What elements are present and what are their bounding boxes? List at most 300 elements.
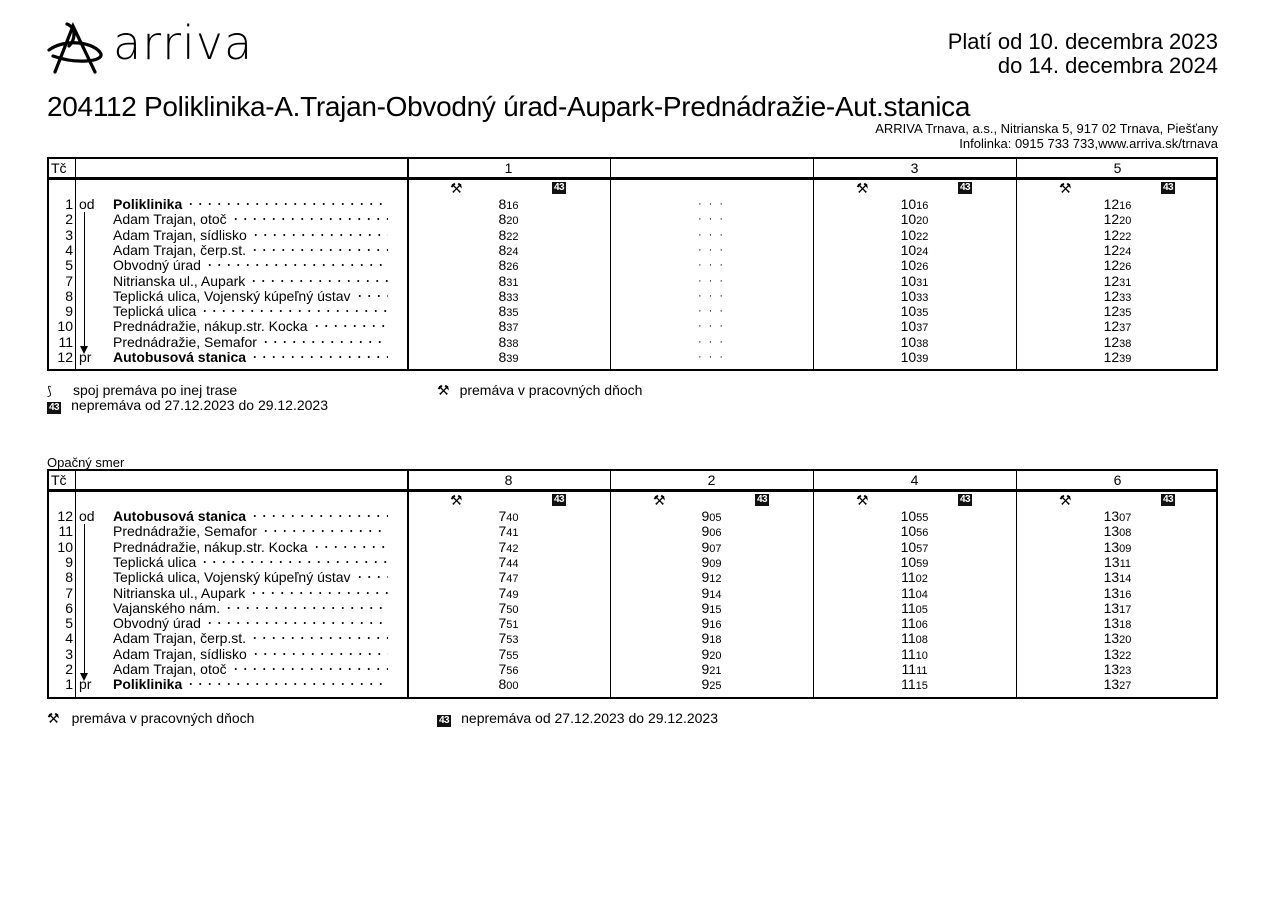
time-hour: 8: [498, 318, 507, 335]
no-service-dots: · · ·: [697, 198, 726, 210]
time-hour: 9: [701, 645, 710, 662]
legend-badge-text: nepremáva od 27.12.2023 do 29.12.2023: [461, 710, 719, 726]
valid-from: Platí od 10. decembra 2023: [947, 29, 1218, 54]
stop-row: [49, 631, 1216, 646]
legend-detour: [47, 382, 237, 398]
stop-row: [49, 335, 1216, 350]
time-minute: 16: [1119, 588, 1132, 601]
no-service-dots: · · ·: [697, 320, 726, 333]
dot-leader: [186, 197, 388, 206]
time-hour: 9: [701, 661, 710, 677]
time-minute: 14: [709, 588, 722, 601]
time-minute: 24: [506, 245, 519, 258]
trip-number: 6: [1113, 472, 1122, 488]
route-title: 204112 Poliklinika-A.Trajan-Obvodný úrad-Aupark-Prednádražie-Aut.stanica: [47, 91, 971, 122]
stop-order: 6: [65, 599, 73, 616]
trip-number: 5: [1113, 160, 1122, 176]
dot-leader: [355, 570, 388, 579]
time-minute: 53: [506, 634, 519, 647]
dot-leader: [250, 509, 388, 518]
time-minute: 39: [506, 353, 519, 365]
time-hour: 12: [1103, 226, 1120, 243]
stop-row: [49, 228, 1216, 243]
time-minute: 12: [709, 573, 722, 586]
direction-arrow-line: [84, 524, 85, 675]
stop-row: [49, 350, 1216, 365]
time-minute: 26: [916, 261, 929, 274]
time-hour: 12: [1103, 211, 1120, 228]
stop-name-text: Teplická ulica: [113, 553, 197, 570]
trip-number: 3: [910, 160, 919, 176]
time-minute: 26: [1119, 261, 1132, 274]
stop-name-text: Nitrianska ul., Aupark: [113, 584, 246, 601]
time-hour: 8: [498, 333, 507, 350]
time-hour: 13: [1103, 584, 1120, 601]
time-minute: 39: [1119, 353, 1132, 365]
stop-name-text: Adam Trajan, sídlisko: [113, 226, 247, 243]
dot-leader: [186, 677, 388, 686]
stop-order: 8: [65, 287, 73, 304]
time-minute: 20: [916, 215, 929, 228]
time-hour: 10: [900, 241, 917, 258]
stop-order: 11: [58, 523, 73, 540]
time-minute: 16: [709, 619, 722, 632]
trip-number: 4: [910, 472, 919, 488]
time-minute: 20: [506, 215, 519, 228]
legend-workdays-2: [47, 710, 254, 727]
time-hour: 7: [498, 615, 507, 632]
time-minute: 49: [506, 588, 519, 601]
stop-row: [49, 243, 1216, 258]
stop-name-text: Nitrianska ul., Aupark: [113, 272, 246, 289]
hammers-icon: ⚒: [1059, 180, 1072, 196]
time-hour: 8: [498, 211, 507, 228]
trip-number: [610, 159, 813, 177]
stop-order: 9: [65, 303, 73, 320]
time-hour: 9: [701, 508, 710, 524]
time-hour: 7: [498, 553, 507, 570]
stop-row: [49, 258, 1216, 273]
time-hour: 11: [901, 584, 916, 601]
dot-leader: [200, 555, 388, 564]
stop-row: [49, 647, 1216, 662]
no-service-dots: · · ·: [697, 213, 726, 226]
stop-row: [49, 319, 1216, 334]
opposite-direction-label: Opačný smer: [47, 455, 125, 470]
dot-leader: [249, 586, 388, 595]
time-hour: 9: [701, 584, 710, 601]
time-hour: 10: [900, 226, 917, 243]
stop-order: 1: [65, 676, 73, 693]
validity-period: [948, 30, 1218, 78]
time-minute: 33: [506, 291, 519, 304]
stop-name: [113, 304, 388, 319]
legend-badge-43: [47, 397, 328, 414]
time-minute: 20: [1119, 634, 1132, 647]
company-address: ARRIVA Trnava, a.s., Nitrianska 5, 917 02 Trnava, Piešťany: [875, 121, 1218, 136]
time-minute: 38: [506, 337, 519, 350]
dot-leader: [205, 258, 388, 267]
stop-name-text: Autobusová stanica: [113, 349, 247, 365]
stop-name-text: Autobusová stanica: [113, 508, 247, 524]
hammers-icon: ⚒: [653, 492, 666, 508]
arriva-logo: [45, 16, 270, 76]
dot-leader: [261, 335, 388, 344]
time-minute: 14: [1119, 573, 1132, 586]
departure-time: [813, 677, 1016, 694]
dot-leader: [355, 289, 388, 298]
time-hour: 12: [1103, 196, 1120, 212]
time-hour: 8: [498, 226, 507, 243]
time-minute: 59: [916, 557, 929, 570]
time-minute: 22: [506, 230, 519, 243]
stop-name: [113, 586, 388, 601]
time-hour: 7: [498, 569, 507, 586]
time-minute: 44: [506, 557, 519, 570]
time-hour: 9: [701, 569, 710, 586]
stop-order: 5: [65, 257, 73, 274]
departure-marker: od: [79, 196, 95, 212]
time-minute: 04: [915, 588, 928, 601]
time-minute: 31: [916, 276, 929, 289]
stop-row: [49, 601, 1216, 616]
stop-order: 11: [58, 333, 73, 350]
direction-arrow-icon: [80, 673, 88, 681]
no-service-dots: · · ·: [697, 243, 726, 256]
arrival-marker: pr: [79, 676, 92, 693]
time-minute: 23: [1119, 665, 1132, 677]
time-minute: 33: [916, 291, 929, 304]
stop-name: [113, 631, 388, 646]
stop-name-text: Obvodný úrad: [113, 615, 201, 632]
trip-number: 8: [504, 472, 513, 488]
trip-number: 2: [707, 472, 716, 488]
stop-name-text: Prednádražie, nákup.str. Kocka: [113, 318, 308, 335]
time-minute: 35: [916, 307, 929, 320]
time-minute: 08: [915, 634, 928, 647]
time-minute: 39: [916, 353, 929, 365]
table-body: [49, 180, 1216, 369]
time-minute: 02: [915, 573, 928, 586]
dot-leader: [249, 274, 388, 283]
stop-name: [113, 509, 388, 524]
stop-name: [113, 335, 388, 350]
hammers-icon: ⚒: [856, 492, 869, 508]
time-minute: 00: [506, 680, 519, 693]
stop-order: 9: [65, 553, 73, 570]
time-hour: 7: [498, 661, 507, 677]
stop-name-text: Adam Trajan, otoč: [113, 661, 227, 677]
time-minute: 57: [916, 542, 929, 555]
stop-order: 10: [57, 538, 73, 555]
time-hour: 13: [1103, 645, 1120, 662]
time-hour: 10: [900, 257, 917, 274]
time-hour: 8: [498, 257, 507, 274]
stop-name: [113, 243, 388, 258]
stop-name: [113, 555, 388, 570]
time-minute: 17: [1119, 603, 1132, 616]
time-hour: 13: [1104, 553, 1120, 570]
column-divider: [75, 159, 76, 177]
time-minute: 56: [916, 527, 929, 540]
badge-43-icon: 43: [554, 182, 565, 193]
time-minute: 15: [709, 603, 722, 616]
stop-order: 5: [65, 615, 73, 632]
time-minute: 09: [709, 557, 722, 570]
badge-43-icon: 43: [1163, 182, 1174, 193]
departure-time: [407, 677, 610, 694]
brand-name: arriva: [113, 16, 254, 70]
stop-order: 4: [65, 630, 73, 647]
time-minute: 22: [1119, 649, 1132, 662]
departure-time: [1016, 350, 1219, 367]
arriva-emblem-icon: [45, 20, 109, 76]
time-hour: 8: [498, 676, 507, 693]
time-minute: 31: [506, 276, 519, 289]
stop-name: [113, 647, 388, 662]
hammers-icon: ⚒: [856, 180, 869, 196]
dot-leader: [312, 319, 388, 328]
time-hour: 12: [1103, 241, 1120, 258]
no-service-dots: · · ·: [697, 259, 726, 272]
dot-leader: [250, 350, 388, 359]
dot-leader: [251, 647, 388, 656]
time-minute: 20: [1119, 215, 1132, 228]
stop-name: [113, 677, 388, 692]
stop-order: 7: [65, 272, 73, 289]
badge-43-icon: 43: [960, 182, 971, 193]
stop-row: [49, 555, 1216, 570]
time-minute: 42: [506, 542, 519, 555]
time-minute: 20: [709, 649, 722, 662]
stop-name-text: Adam Trajan, čerp.st.: [113, 241, 247, 258]
departure-time: [813, 350, 1016, 367]
time-hour: 10: [900, 538, 917, 555]
legend-detour-text: spoj premáva po inej trase: [73, 382, 238, 398]
time-hour: 12: [1103, 318, 1120, 335]
time-hour: 10: [900, 349, 917, 365]
time-hour: 8: [498, 241, 507, 258]
legend-badge-43-2: [437, 710, 718, 727]
stop-name: [113, 274, 388, 289]
stop-row: [49, 570, 1216, 585]
time-hour: 12: [1103, 303, 1120, 320]
infoline: Infolinka: 0915 733 733,www.arriva.sk/trnava: [959, 136, 1218, 151]
stop-name: [113, 570, 388, 585]
direction-arrow-icon: [80, 346, 88, 354]
stop-order: 8: [65, 569, 73, 586]
legend-workdays: [437, 382, 642, 399]
time-hour: 7: [498, 508, 507, 524]
time-minute: 55: [506, 649, 519, 662]
dot-leader: [250, 243, 388, 252]
detour-icon: ⟆: [47, 384, 52, 398]
hammers-icon: ⚒: [450, 180, 463, 196]
time-hour: 8: [498, 303, 507, 320]
stop-name: [113, 540, 388, 555]
time-hour: 9: [701, 599, 710, 616]
stop-row: [49, 586, 1216, 601]
stop-row: [49, 212, 1216, 227]
hammers-icon: ⚒: [437, 382, 450, 398]
time-minute: 05: [709, 512, 722, 524]
timetable-return: [47, 469, 1218, 699]
time-hour: 10: [900, 272, 917, 289]
time-minute: 35: [506, 307, 519, 320]
stop-name-text: Teplická ulica: [113, 303, 197, 320]
time-hour: 13: [1103, 569, 1120, 586]
stop-order: 12: [57, 349, 73, 365]
departure-time: [610, 677, 813, 694]
time-hour: 13: [1103, 508, 1120, 524]
stop-name-text: Adam Trajan, čerp.st.: [113, 630, 247, 647]
tc-header: Tč: [51, 472, 67, 488]
time-hour: 9: [701, 538, 710, 555]
time-minute: 21: [709, 665, 722, 677]
time-minute: 37: [916, 322, 929, 335]
time-hour: 12: [1103, 333, 1120, 350]
badge-43-icon: 43: [439, 715, 450, 726]
stop-name-text: Poliklinika: [113, 196, 183, 212]
time-minute: 08: [1119, 527, 1132, 540]
time-hour: 12: [1103, 287, 1120, 304]
time-hour: 13: [1103, 676, 1120, 693]
time-hour: 10: [900, 553, 917, 570]
time-minute: 06: [709, 527, 722, 540]
stop-name-text: Prednádražie, Semafor: [113, 333, 257, 350]
time-hour: 10: [900, 196, 917, 212]
time-minute: 07: [1119, 512, 1132, 524]
time-hour: 12: [1103, 257, 1120, 274]
no-service-dots: · · ·: [697, 274, 726, 287]
time-hour: 11: [901, 676, 916, 693]
time-hour: 11: [901, 645, 916, 662]
badge-43-icon: 43: [1163, 494, 1174, 505]
time-hour: 12: [1103, 349, 1120, 365]
valid-to: do 14. decembra 2024: [997, 53, 1218, 78]
hammers-icon: ⚒: [47, 710, 60, 726]
time-hour: 9: [701, 615, 710, 632]
time-hour: 8: [498, 349, 507, 365]
time-minute: 16: [506, 200, 519, 212]
stop-name: [113, 258, 388, 273]
company-info: [875, 121, 1218, 151]
legend-badge-text: nepremáva od 27.12.2023 do 29.12.2023: [71, 397, 329, 413]
stop-order: 12: [57, 508, 73, 524]
time-hour: 7: [498, 630, 507, 647]
no-service-dots: · · ·: [697, 289, 726, 302]
stop-row: [49, 509, 1216, 524]
time-minute: 10: [915, 649, 928, 662]
time-minute: 31: [1119, 276, 1132, 289]
badge-43-icon: 43: [49, 402, 60, 413]
time-hour: 11: [901, 569, 916, 586]
stop-order: 1: [65, 196, 73, 212]
time-minute: 16: [916, 200, 929, 212]
time-minute: 05: [915, 603, 928, 616]
stop-name: [113, 289, 388, 304]
departure-time: [407, 350, 610, 367]
time-minute: 18: [709, 634, 722, 647]
time-hour: 10: [900, 303, 917, 320]
time-hour: 12: [1103, 272, 1120, 289]
stop-name: [113, 197, 388, 212]
time-minute: 25: [709, 680, 722, 693]
time-minute: 40: [506, 512, 519, 524]
no-service-dots: · · ·: [697, 305, 726, 318]
dot-leader: [312, 540, 388, 549]
dot-leader: [224, 601, 388, 610]
column-divider: [75, 471, 76, 489]
stop-name-text: Obvodný úrad: [113, 257, 201, 274]
time-minute: 06: [915, 619, 928, 632]
time-minute: 38: [916, 337, 929, 350]
time-hour: 13: [1103, 615, 1120, 632]
dot-leader: [250, 631, 388, 640]
time-hour: 11: [901, 599, 916, 616]
time-hour: 10: [900, 318, 917, 335]
stop-row: [49, 274, 1216, 289]
stop-name: [113, 212, 388, 227]
time-minute: 35: [1119, 307, 1132, 320]
time-hour: 9: [701, 553, 710, 570]
time-hour: 9: [701, 523, 710, 540]
stop-name-text: Teplická ulica, Vojenský kúpeľný ústav: [113, 287, 351, 304]
time-minute: 22: [1119, 230, 1132, 243]
stop-name-text: Poliklinika: [113, 676, 183, 693]
table-header: [49, 471, 1216, 492]
time-hour: 8: [498, 196, 507, 212]
time-minute: 24: [1119, 245, 1132, 258]
dot-leader: [231, 212, 388, 221]
dot-leader: [205, 616, 388, 625]
time-hour: 11: [901, 661, 917, 677]
stop-name-text: Teplická ulica, Vojenský kúpeľný ústav: [113, 569, 351, 586]
dot-leader: [251, 228, 388, 237]
dot-leader: [231, 662, 388, 671]
stop-order: 7: [65, 584, 73, 601]
time-hour: 13: [1103, 599, 1120, 616]
dot-leader: [261, 524, 388, 533]
stop-name-text: Prednádražie, nákup.str. Kocka: [113, 538, 308, 555]
stop-order: 3: [65, 226, 73, 243]
badge-43-icon: 43: [757, 494, 768, 505]
time-hour: 10: [900, 508, 917, 524]
time-minute: 26: [506, 261, 519, 274]
stop-name: [113, 319, 388, 334]
time-hour: 9: [701, 676, 710, 693]
stop-order: 10: [57, 318, 73, 335]
no-service-dots: · · ·: [697, 335, 726, 348]
time-minute: 22: [916, 230, 929, 243]
time-minute: 50: [506, 603, 519, 616]
time-hour: 13: [1103, 538, 1120, 555]
time-minute: 09: [1119, 542, 1132, 555]
trip-number: 1: [504, 160, 513, 176]
stop-row: [49, 289, 1216, 304]
time-hour: 13: [1103, 630, 1120, 647]
time-hour: 10: [900, 333, 917, 350]
arrival-marker: pr: [79, 349, 92, 365]
time-hour: 11: [901, 615, 916, 632]
time-hour: 7: [498, 599, 507, 616]
tc-header: Tč: [51, 160, 67, 176]
time-minute: 24: [916, 245, 929, 258]
time-hour: 7: [498, 645, 507, 662]
stop-row: [49, 304, 1216, 319]
hammers-icon: ⚒: [450, 492, 463, 508]
time-minute: 55: [916, 512, 929, 524]
